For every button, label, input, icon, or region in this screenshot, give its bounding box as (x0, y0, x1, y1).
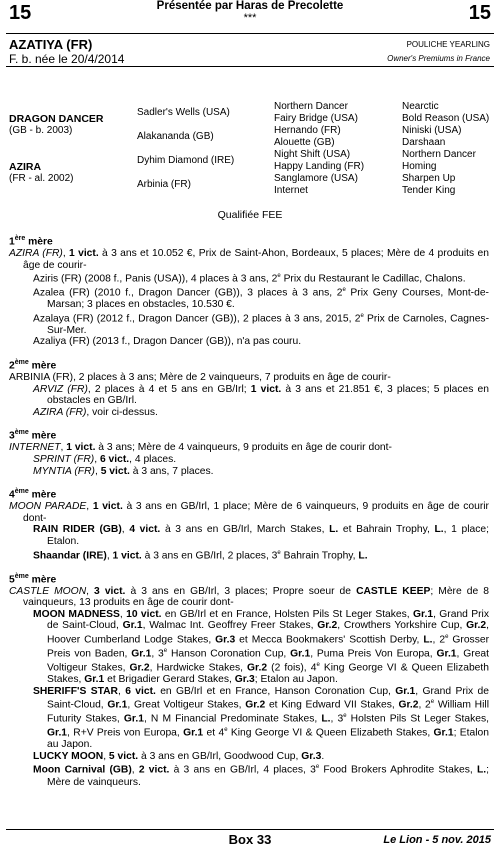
pedigree-gen3: Night Shift (USA) (274, 149, 351, 160)
pedigree-gen4: Niniski (USA) (402, 125, 462, 136)
produce-record (9, 233, 489, 788)
produce-entry: RAIN RIDER (GB), 4 vict. à 3 ans en GB/Irl, March Stakes, L. et Bahrain Trophy, L., 1 place; Etalon. (33, 524, 489, 548)
dam-1-summary: AZIRA (FR), 1 vict. à 3 ans et 10.052 €, Prix de Saint-Ahon, Bordeaux, 5 places; Mère de 4 produits en âge de courir- (9, 248, 489, 271)
produce-entry: MOON MADNESS, 10 vict. en GB/Irl et en France, Holsten Pils St Leger Stakes, Gr.1, Grand Prix de Saint-Cloud, Gr.1, Walmac Int. Geoffrey Freer Stakes, Gr.2, Crowthers Yorkshire Cup, Gr.2, Hoover Cumberland Lodge Stakes, Gr.3 et Mecca Bookmakers' Scottish Derby, L., 2e Grosser Preis von Baden, Gr.1, 3e Hanson Coronation Cup, Gr.1, Puma Preis Von Europa, Gr.1, Great Voltigeur Stakes, Gr.2, Hardwicke Stakes, Gr.2 (2 fois), 4e King George VI & Queen Elizabeth Stakes, Gr.1 et Brigadier Gerard Stakes, Gr.3; Etalon au Japon. (33, 608, 490, 686)
pedigree-gen3: Fairy Bridge (USA) (274, 113, 358, 124)
section-title-5: 5ème mère (9, 572, 57, 586)
section-title-4: 4ème mère (9, 488, 57, 501)
sire-name: DRAGON DANCER (9, 113, 104, 125)
section-title-1: 1ère mère (9, 235, 53, 248)
produce-entry: Shaandar (IRE), 1 vict. à 3 ans en GB/Irl, 2 places, 3e Bahrain Trophy, L. (33, 549, 368, 562)
lot-number-right: 15 (468, 2, 491, 24)
header-rule (6, 33, 494, 34)
produce-entry: Azaliya (FR) (2013 f., Dragon Dancer (GB)), n'a pas couru. (33, 336, 302, 348)
pedigree-gen4: Homing (402, 161, 437, 172)
produce-entry: AZIRA (FR), voir ci-dessus. (33, 406, 158, 418)
produce-entry: Moon Carnival (GB), 2 vict. à 3 ans en GB/Irl, 4 places, 3e Food Brokers Aphrodite Stakes, L.; Mère de vainqueurs. (33, 764, 489, 788)
pedigree-gen3: Northern Dancer (274, 101, 348, 112)
produce-entry: Azalea (FR) (2010 f., Dragon Dancer (GB)), 3 places à 3 ans, 2e Prix Geny Courses, Mont-de-Marsan; 3 places en obstacles, 10.530 €. (33, 287, 489, 311)
dam-2-summary: ARBINIA (FR), 2 places à 3 ans; Mère de 2 vainqueurs, 7 produits en âge de courir- (9, 372, 391, 384)
horse-name: AZATIYA (FR) (9, 37, 93, 52)
sale-info: Le Lion - 5 nov. 2015 (383, 834, 491, 846)
box-number: Box 33 (228, 832, 272, 847)
pedigree-gen3: Sanglamore (USA) (274, 173, 358, 184)
pedigree-gen4: Tender King (402, 185, 456, 196)
pedigree-gen2: Dyhim Diamond (IRE) (137, 155, 235, 166)
pedigree-gen4: Sharpen Up (402, 173, 456, 184)
pedigree-gen4: Darshaan (402, 137, 446, 148)
header-stars: *** (243, 12, 257, 24)
produce-entry: MYNTIA (FR), 5 vict. à 3 ans, 7 places. (33, 465, 214, 477)
dam-5-summary: CASTLE MOON, 3 vict. à 3 ans en GB/Irl, 3 places; Propre soeur de CASTLE KEEP; Mère de 8 vainqueurs, 13 produits en âge de courir dont- (9, 585, 489, 609)
section-title-2: 2ème mère (9, 359, 57, 372)
horse-category: POULICHE YEARLING (406, 40, 490, 49)
pedigree-gen3: Happy Landing (FR) (274, 161, 365, 172)
consignor-title: Présentée par Haras de Precolette (156, 0, 344, 12)
pedigree-rule (6, 66, 494, 67)
qualification-note: Qualifiée FEE (217, 209, 283, 221)
produce-entry: ARVIZ (FR), 2 places à 4 et 5 ans en GB/Irl; 1 vict. à 3 ans et 21.851 €, 3 places; 5 places en obstacles en GB/Irl. (33, 383, 489, 407)
lot-number-left: 15 (9, 2, 32, 24)
footer-rule (6, 829, 494, 830)
pedigree-gen2: Arbinia (FR) (137, 179, 191, 190)
dam-info: (FR - al. 2002) (9, 173, 74, 184)
produce-entry: Azalaya (FR) (2012 f., Dragon Dancer (GB)), 2 places à 3 ans, 2015, 2e Prix de Carnoles, Cagnes-Sur-Mer. (33, 312, 490, 336)
pedigree-gen4: Northern Dancer (402, 149, 476, 160)
produce-entry: Aziris (FR) (2008 f., Panis (USA)), 4 places à 3 ans, 2e Prix du Restaurant le Cadillac, Chalons. (33, 273, 466, 285)
produce-entry: LUCKY MOON, 5 vict. à 3 ans en GB/Irl, Goodwood Cup, Gr.3. (33, 750, 325, 762)
dam-4-summary: MOON PARADE, 1 vict. à 3 ans en GB/Irl, 1 place; Mère de 6 vainqueurs, 9 produits en âge de courir dont- (9, 501, 489, 524)
pedigree-gen3: Internet (274, 185, 308, 196)
pedigree-gen3: Alouette (GB) (274, 137, 335, 148)
horse-details: F. b. née le 20/4/2014 (9, 52, 125, 66)
dam-3-summary: INTERNET, 1 vict. à 3 ans; Mère de 4 vainqueurs, 9 produits en âge de courir dont- (9, 442, 392, 454)
pedigree-gen4: Nearctic (402, 101, 439, 112)
produce-entry: SPRINT (FR), 6 vict., 4 places. (33, 454, 177, 466)
produce-entry: SHERIFF'S STAR, 6 vict. en GB/Irl et en France, Hanson Coronation Cup, Gr.1, Grand Prix de Saint-Cloud, Gr.1, Great Voltigeur Stakes, Gr.2 et King Edward VII Stakes, Gr.2, 2e William Hill Futurity Stakes, Gr.1, N M Financial Predominate Stakes, L., 3e Holsten Pils St Leger Stakes, Gr.1, R+V Preis von Europa, Gr.1 et 4e King George VI & Queen Elizabeth Stakes, Gr.1; Etalon au Japon. (33, 685, 490, 751)
pedigree-gen2: Alakananda (GB) (137, 131, 214, 142)
pedigree-gen4: Bold Reason (USA) (402, 113, 490, 124)
pedigree-gen3: Hernando (FR) (274, 125, 341, 136)
dam-name: AZIRA (9, 161, 42, 173)
section-title-3: 3ème mère (9, 429, 57, 442)
pedigree-gen2: Sadler's Wells (USA) (137, 107, 230, 118)
owners-premiums: Owner's Premiums in France (387, 54, 490, 63)
sire-info: (GB - b. 2003) (9, 125, 73, 136)
